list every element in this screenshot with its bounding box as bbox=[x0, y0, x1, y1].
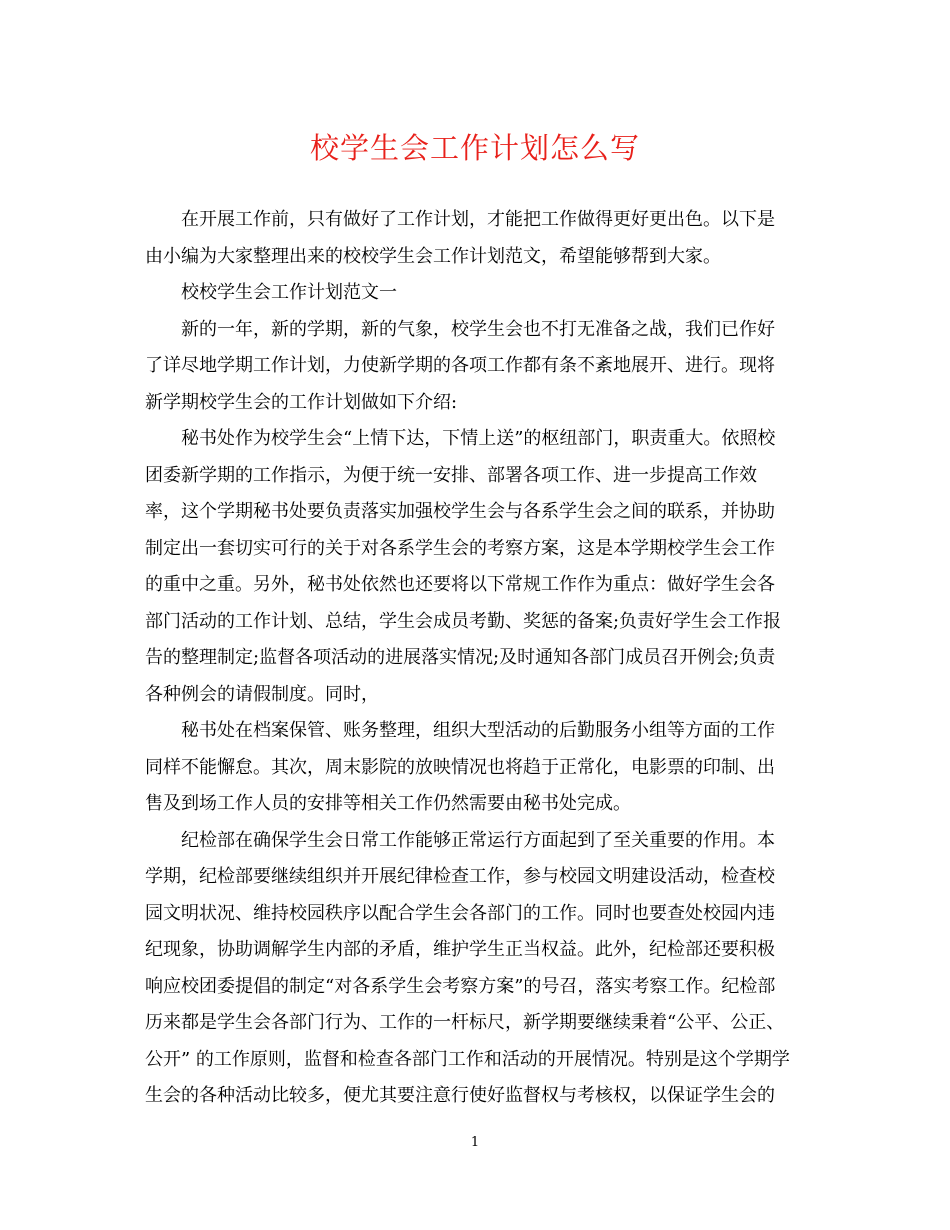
body-line: 响应校团委提倡的制定“对各系学生会考察方案”的号召，落实考察工作。纪检部 bbox=[145, 975, 776, 997]
document-body bbox=[145, 202, 807, 1115]
body-line: 了详尽地学期工作计划，力使新学期的各项工作都有条不紊地展开、进行。现将 bbox=[145, 355, 775, 376]
body-line: 同样不能懈怠。其次，周末影院的放映情况也将趋于正常化，电影票的印制、出 bbox=[145, 756, 775, 778]
body-line: 由小编为大家整理出来的校校学生会工作计划范文，希望能够帮到大家。 bbox=[145, 245, 721, 267]
body-line: 告的整理制定;监督各项活动的进展落实情况;及时通知各部门成员召开例会;负责 bbox=[145, 647, 776, 668]
body-line: 部门活动的工作计划、总结，学生会成员考勤、奖惩的备案;负责好学生会工作报 bbox=[145, 610, 782, 632]
body-line: 园文明状况、维持校园秩序以配合学生会各部门的工作。同时也要查处校园内违 bbox=[145, 902, 775, 924]
body-line: 的重中之重。另外，秘书处依然也还要将以下常规工作作为重点：做好学生会各 bbox=[145, 574, 775, 595]
body-line: 售及到场工作人员的安排等相关工作仍然需要由秘书处完成。 bbox=[145, 793, 631, 814]
body-line: 校校学生会工作计划范文一 bbox=[181, 282, 397, 303]
body-line: 秘书处作为校学生会“上情下达，下情上送”的枢纽部门，职责重大。依照校 bbox=[181, 428, 776, 449]
body-line: 率，这个学期秘书处要负责落实加强校学生会与各系学生会之间的联系，并协助 bbox=[145, 501, 775, 522]
body-line: 制定出一套切实可行的关于对各系学生会的考察方案，这是本学期校学生会工作 bbox=[145, 537, 775, 559]
document-title: 校学生会工作计划怎么写 bbox=[309, 131, 640, 165]
body-line: 历来都是学生会各部门行为、工作的一杆标尺，新学期要继续秉着“公平、公正、 bbox=[145, 1012, 785, 1033]
body-line: 学期，纪检部要继续组织并开展纪律检查工作，参与校园文明建设活动，检查校 bbox=[145, 866, 775, 887]
body-line: 生会的各种活动比较多，便尤其要注意行使好监督权与考核权，以保证学生会的 bbox=[145, 1085, 775, 1106]
body-line: 新学期校学生会的工作计划做如下介绍: bbox=[145, 391, 458, 413]
body-line: 团委新学期的工作指示，为便于统一安排、部署各项工作、进一步提高工作效 bbox=[145, 464, 757, 486]
body-line: 在开展工作前，只有做好了工作计划，才能把工作做得更好更出色。以下是 bbox=[181, 209, 775, 230]
body-line: 纪检部在确保学生会日常工作能够正常运行方面起到了至关重要的作用。本 bbox=[181, 829, 775, 851]
body-line: 新的一年，新的学期，新的气象，校学生会也不打无准备之战，我们已作好 bbox=[181, 318, 775, 340]
body-line: 纪现象，协助调解学生内部的矛盾，维护学生正当权益。此外，纪检部还要积极 bbox=[145, 939, 775, 960]
body-line: 各种例会的请假制度。同时， bbox=[145, 683, 379, 705]
page-number: 1 bbox=[470, 1135, 480, 1150]
body-line: 秘书处在档案保管、账务整理，组织大型活动的后勤服务小组等方面的工作 bbox=[181, 720, 775, 741]
body-line: 公开” 的工作原则，监督和检查各部门工作和活动的开展情况。特别是这个学期学 bbox=[145, 1048, 790, 1070]
